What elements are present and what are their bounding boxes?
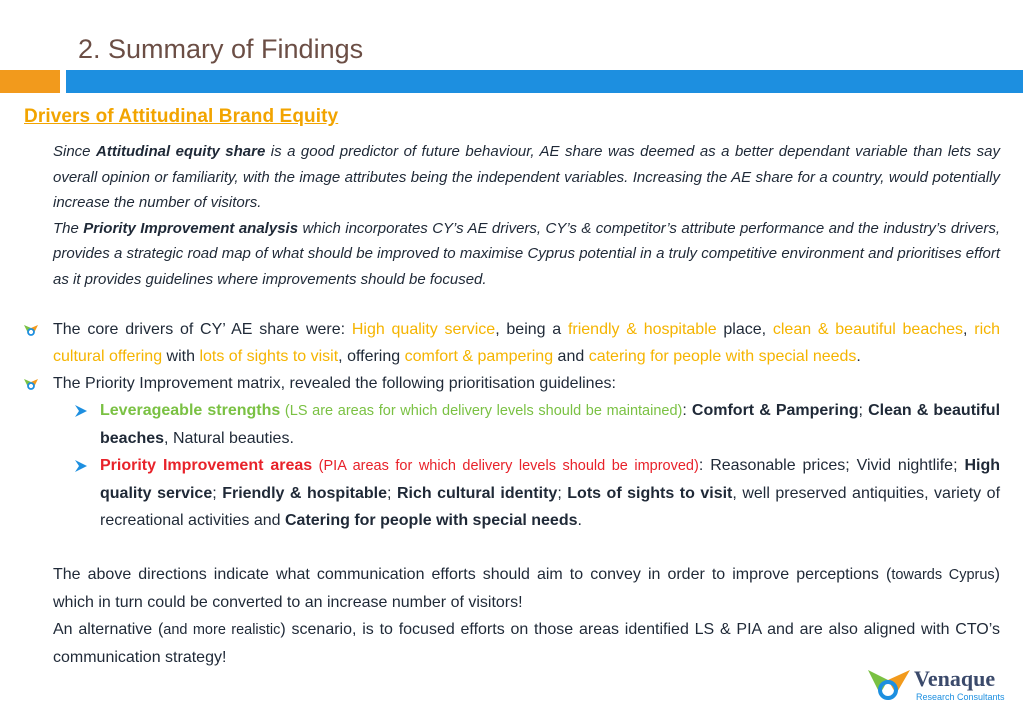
closing-paragraph-1: The above directions indicate what communication efforts should aim to convey in order to improve perceptions (towards Cyprus) which in turn could be converted to an increase number of visitors! [53, 566, 1000, 611]
venaque-logo [866, 664, 1021, 706]
bullet-priority-matrix: The Priority Improvement matrix, revealed the following prioritisation guidelines: [53, 370, 1000, 397]
sub-bullet-leverageable-strengths: Leverageable strengths (LS are areas for which delivery levels should be maintained): Comfort & Pampering; Clean & beautiful beaches, Natural beauties. [100, 397, 1000, 452]
page-title: 2. Summary of Findings [78, 34, 364, 64]
header-bar-blue [66, 70, 1023, 93]
findings-body [53, 316, 1000, 671]
section-heading: Drivers of Attitudinal Brand Equity [24, 106, 339, 127]
bullet-core-drivers: The core drivers of CY’ AE share were: High quality service, being a friendly & hospitable place, clean & beautiful beaches, rich cultural offering with lots of sights to visit, offering comfort & pampering and catering for people with special needs. [53, 316, 1000, 370]
arrow-bullet-icon [74, 459, 88, 473]
header-bar-orange [0, 70, 60, 93]
logo-wordmark: Venaque [914, 666, 996, 691]
logo-tagline: Research Consultants [916, 692, 1005, 702]
intro-paragraph-2: The Priority Improvement analysis which incorporates CY’s AE drivers, CY’s & competitor’s attribute performance and the industry’s drivers, provides a strategic road map of what should be improved to maximise Cyprus potential in a truly competitive environment and prioritises effort as it provides guidelines where improvements should be focused. [53, 219, 1001, 288]
venaque-logo-icon [866, 664, 912, 704]
sub-bullet-priority-improvement: Priority Improvement areas (PIA areas for which delivery levels should be improved): Reasonable prices; Vivid nightlife; High quality service; Friendly & hospitable; Rich cultural identity; Lots of sights to visit, well preserved antiquities, variety of recreational activities and Catering for people with special needs. [100, 452, 1000, 534]
intro-block [53, 139, 1000, 292]
intro-paragraph-1: Since Attitudinal equity share is a good predictor of future behaviour, AE share was deemed as a better dependant variable than lets say overall opinion or familiarity, with the image attributes being the independent variables. Increasing the AE share for a country, would potentially increase the number of visitors. [53, 143, 1000, 211]
closing-paragraph-2: An alternative (and more realistic) scenario, is to focused efforts on those areas identified LS & PIA and are also aligned with CTO’s communication strategy! [53, 621, 1001, 666]
venaque-bullet-icon [23, 322, 39, 338]
venaque-bullet-icon [23, 376, 39, 392]
arrow-bullet-icon [74, 404, 88, 418]
